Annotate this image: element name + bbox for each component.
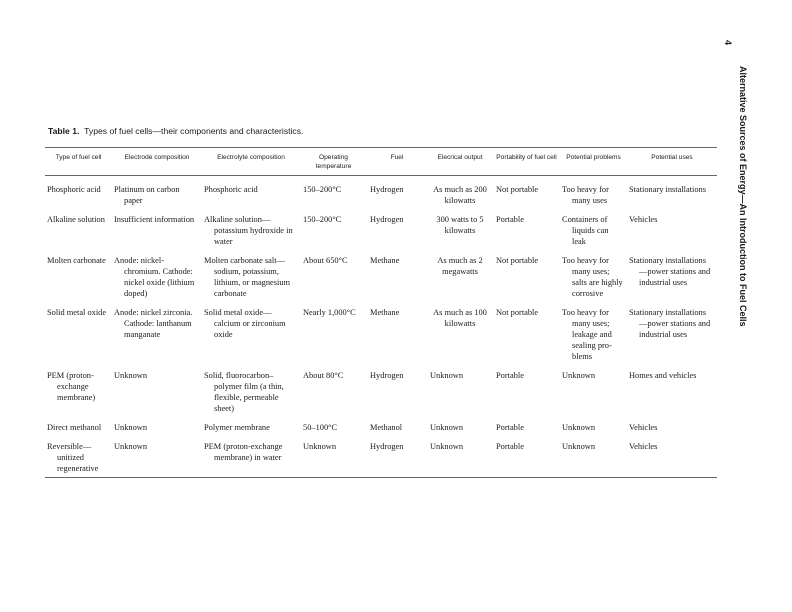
- header-row: [45, 148, 717, 176]
- table-cell: PEM (proton-exchange membrane) in water: [202, 433, 300, 478]
- table-row: [45, 206, 717, 247]
- table-cell: Solid, fluorocarbon–polymer film (a thin, flexible, permeable sheet): [204, 371, 284, 413]
- page-number: 4: [723, 40, 733, 46]
- table-cell: Anode: nickel zirconia. Cathode: lanthanum manganate: [114, 308, 193, 339]
- table-cell: Unknown: [430, 371, 464, 380]
- table-cell: Direct methanol: [47, 423, 102, 432]
- table-cell: Stationary installations—power stations and industrial uses: [629, 256, 711, 287]
- table-cell: Portable: [493, 433, 560, 478]
- fuel-cell-table: [45, 147, 717, 478]
- table-cell: Stationary installations: [629, 185, 706, 194]
- table-cell: 150–200°C: [303, 185, 342, 194]
- header-cell: Portability of fuel cell: [493, 148, 560, 176]
- table-cell: Alkaline solution—potassium hydroxide in water: [204, 215, 293, 246]
- table-cell: Not portable: [496, 308, 539, 317]
- table-cell: Too heavy for many uses: [562, 185, 609, 205]
- table-cell: Unknown: [114, 371, 148, 380]
- table-cell: PEM (proton-exchange membrane): [47, 371, 96, 402]
- table-cell: Unknown: [300, 433, 367, 478]
- table-cell: Molten carbonate: [47, 256, 106, 265]
- table-cell: Anode: nickel-chromium. Cathode: nickel oxide (lithium doped): [114, 256, 195, 298]
- table-cell: About 80°C: [303, 371, 344, 380]
- table-cell: Unknown: [114, 423, 148, 432]
- header-cell: Operating temperature: [300, 148, 367, 176]
- table-cell: As much as 100 kilowatts: [433, 308, 487, 328]
- table-cell: Hydrogen: [370, 185, 404, 194]
- header-cell: Potential problems: [560, 148, 627, 176]
- table-cell: Portable: [496, 423, 524, 432]
- table-cell: Vehicles: [629, 215, 658, 224]
- header-cell: Fuel: [367, 148, 427, 176]
- table-cell: Not portable: [496, 185, 539, 194]
- table-row: [45, 176, 717, 207]
- table-cell: Methanol: [370, 423, 403, 432]
- table-cell: Unknown: [112, 433, 202, 478]
- table-cell: Unknown: [560, 433, 627, 478]
- table-cell: Methane: [370, 256, 400, 265]
- table-cell: Not portable: [496, 256, 539, 265]
- table-cell: Platinum on carbon paper: [114, 185, 180, 205]
- table-cell: Too heavy for many uses; salts are highly corrosive: [562, 256, 623, 298]
- table-cell: Hydrogen: [370, 215, 404, 224]
- table-cell: As much as 200 kilowatts: [433, 185, 487, 205]
- table-cell: Portable: [496, 215, 524, 224]
- running-header: Alternative Sources of Energy—An Introduction to Fuel Cells: [738, 66, 748, 327]
- header-cell: Type of fuel cell: [45, 148, 112, 176]
- table-header: [45, 148, 717, 176]
- table-row: [45, 362, 717, 414]
- table-cell: Insufficient information: [114, 215, 195, 224]
- table-cell: Homes and vehicles: [629, 371, 697, 380]
- table-cell: Solid metal oxide—calcium or zirconium oxide: [204, 308, 286, 339]
- table-cell: Unknown: [427, 433, 493, 478]
- header-cell: Electrode composition: [112, 148, 202, 176]
- table-cell: 150–200°C: [303, 215, 342, 224]
- table-cell: Hydrogen: [367, 433, 427, 478]
- table-cell: Unknown: [562, 423, 596, 432]
- table-row: [45, 299, 717, 362]
- table-cell: Containers of liquids can leak: [562, 215, 609, 246]
- table-cell: Alkaline solution: [47, 215, 105, 224]
- table-cell: Vehicles: [629, 423, 658, 432]
- table-cell: Hydrogen: [370, 371, 404, 380]
- table-row: [45, 414, 717, 433]
- table-row: [45, 433, 717, 478]
- table-cell: Portable: [496, 371, 524, 380]
- table-cell: Solid metal oxide: [47, 308, 107, 317]
- table-cell: Unknown: [430, 423, 464, 432]
- table-cell: Nearly 1,000°C: [303, 308, 356, 317]
- table-row: [45, 247, 717, 299]
- table-cell: 50–100°C: [303, 423, 338, 432]
- table-cell: Phosphoric acid: [47, 185, 101, 194]
- table-caption: [48, 126, 303, 136]
- table-cell: Reversible—unitized regenerative: [45, 433, 112, 478]
- table-cell: Vehicles: [627, 433, 717, 478]
- table-body: [45, 176, 717, 478]
- table-cell: Molten carbonate salt—sodium, potassium, lithium, or magnesium carbonate: [204, 256, 291, 298]
- table-cell: As much as 2 megawatts: [437, 256, 483, 276]
- table-label: Table 1.: [48, 126, 80, 136]
- table-cell: Too heavy for many uses; leakage and sealing pro-blems: [562, 308, 612, 361]
- header-cell: Elecrical output: [427, 148, 493, 176]
- table-cell: Phosphoric acid: [204, 185, 258, 194]
- table-cell: 300 watts to 5 kilowatts: [436, 215, 484, 235]
- header-cell: Potential uses: [627, 148, 717, 176]
- table-cell: Stationary installations—power stations and industrial uses: [629, 308, 711, 339]
- table-title: Types of fuel cells—their components and characteristics.: [84, 126, 304, 136]
- table-cell: Unknown: [562, 371, 596, 380]
- header-cell: Electrolyte composition: [202, 148, 300, 176]
- table-cell: About 650°C: [303, 256, 348, 265]
- table-cell: Polymer membrane: [204, 423, 270, 432]
- table-cell: Methane: [370, 308, 400, 317]
